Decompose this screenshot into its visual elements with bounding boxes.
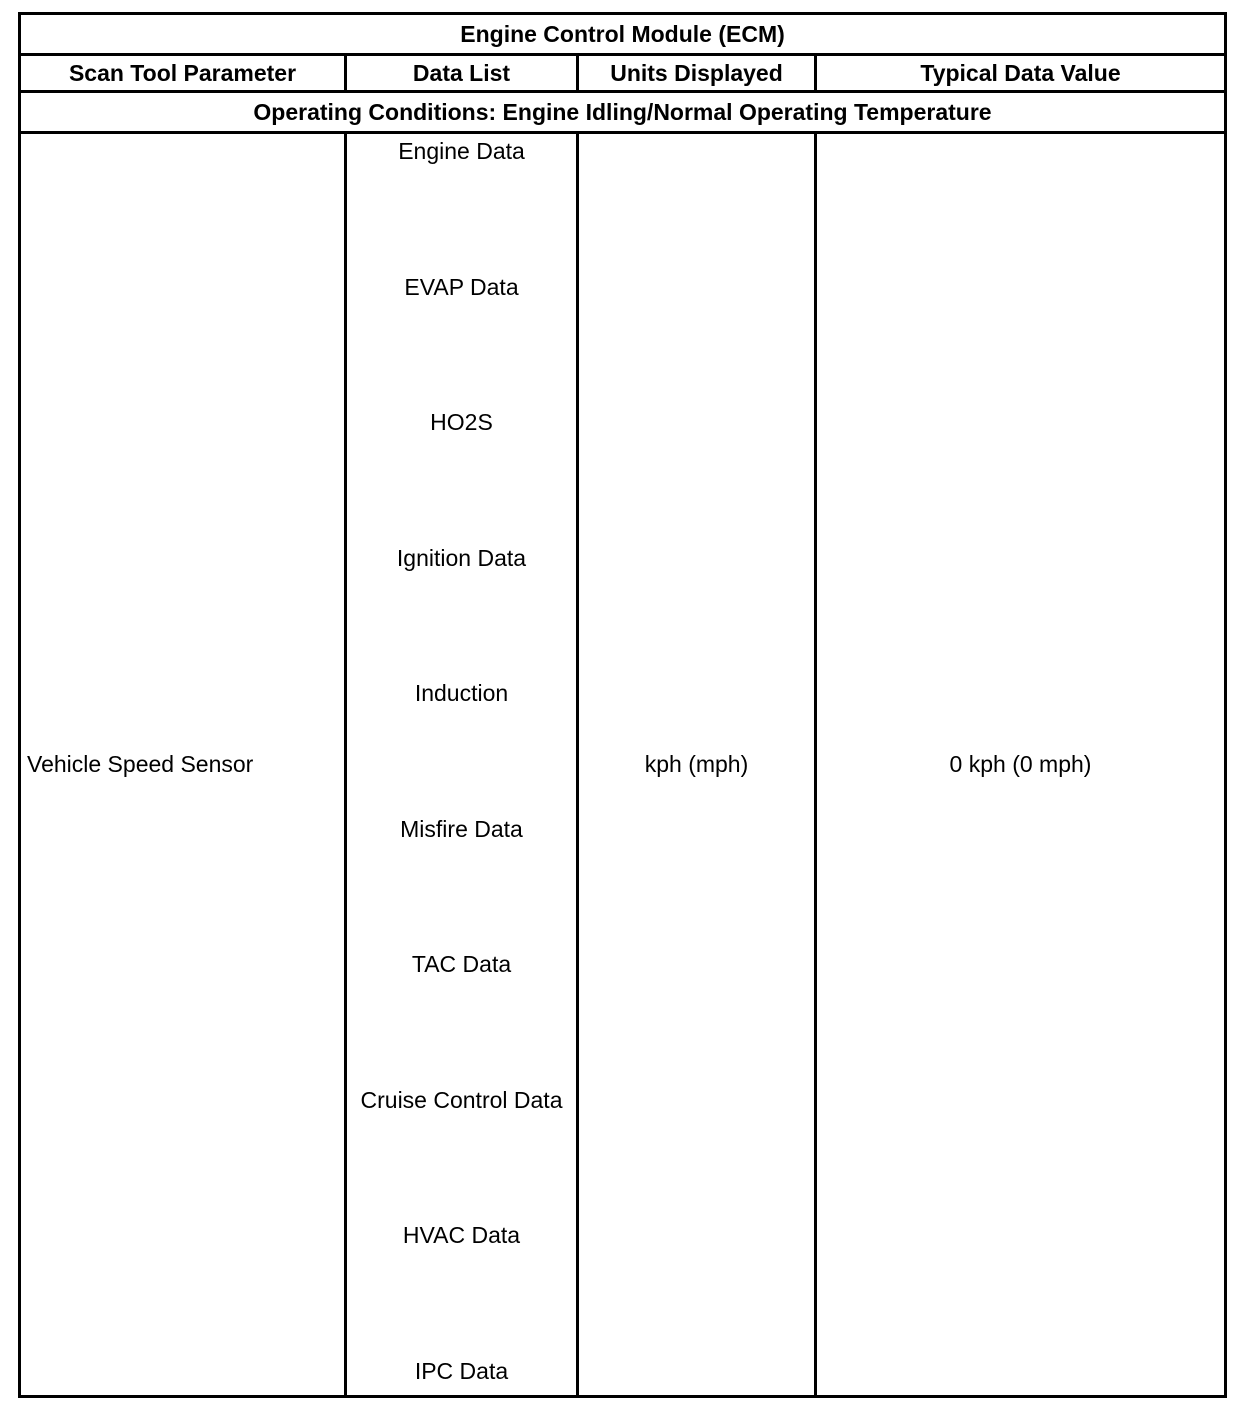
ecm-table-container xyxy=(18,12,1224,1398)
table-title-row xyxy=(20,14,1226,55)
data-list-item-ignition-data: Ignition Data xyxy=(396,544,527,571)
data-list-stack xyxy=(347,134,576,1386)
header-data-list: Data List xyxy=(346,55,578,92)
header-units-displayed: Units Displayed xyxy=(578,55,816,92)
units-cell: kph (mph) xyxy=(578,133,816,1397)
header-typical-data-value: Typical Data Value xyxy=(816,55,1226,92)
data-list-cell xyxy=(346,133,578,1397)
table-title: Engine Control Module (ECM) xyxy=(20,14,1226,55)
data-list-item-ho2s: HO2S xyxy=(430,409,493,435)
data-list-item-engine-data: Engine Data xyxy=(398,138,525,164)
typical-value-cell: 0 kph (0 mph) xyxy=(816,133,1226,1397)
data-list-item-hvac-data: HVAC Data xyxy=(402,1222,521,1248)
data-list-item-cruise-control-data: Cruise Control Data xyxy=(360,1086,563,1113)
header-scan-tool-parameter: Scan Tool Parameter xyxy=(20,55,346,92)
data-list-item-induction: Induction xyxy=(414,680,509,706)
operating-conditions-row xyxy=(20,92,1226,133)
ecm-data-table xyxy=(18,12,1227,1398)
table-header-row xyxy=(20,55,1226,92)
operating-conditions: Operating Conditions: Engine Idling/Normal Operating Temperature xyxy=(20,92,1226,133)
parameter-cell: Vehicle Speed Sensor xyxy=(20,133,346,1397)
data-list-item-ipc-data: IPC Data xyxy=(414,1357,509,1384)
data-list-item-evap-data: EVAP Data xyxy=(404,273,519,300)
data-list-item-misfire-data: Misfire Data xyxy=(400,815,523,842)
table-row xyxy=(20,133,1226,1397)
data-list-item-tac-data: TAC Data xyxy=(411,951,512,977)
